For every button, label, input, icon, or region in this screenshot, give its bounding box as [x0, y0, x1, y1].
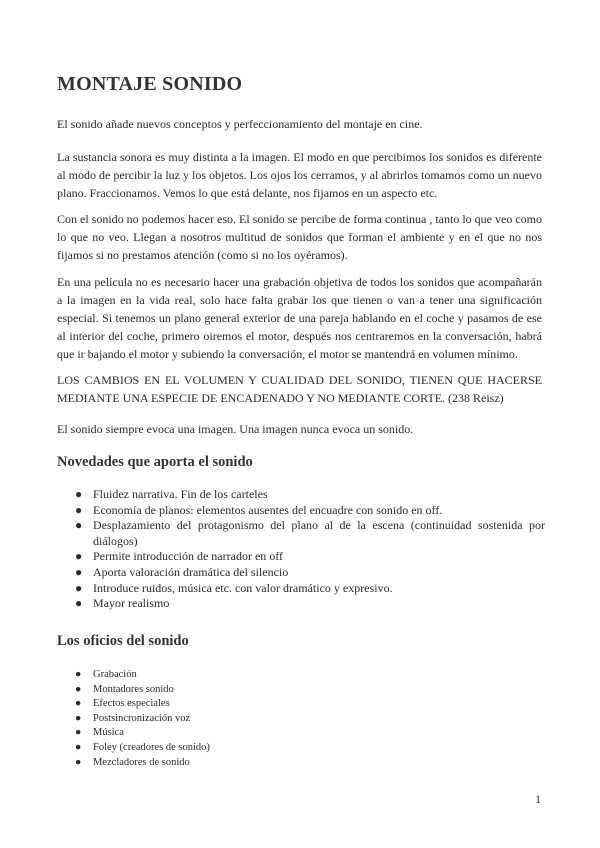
- list-item-text: Introduce ruidos, música etc. con valor dramático y expresivo.: [93, 580, 393, 595]
- list-item: [57, 683, 545, 698]
- section-heading-novedades: Novedades que aporta el sonido: [57, 454, 253, 470]
- bullet-icon: ●: [75, 549, 83, 564]
- list-item-text: Mayor realismo: [93, 596, 170, 611]
- bullet-icon: ●: [75, 564, 83, 579]
- list-item-text: Música: [93, 727, 124, 739]
- bullet-icon: ●: [75, 502, 83, 517]
- list-item: [57, 697, 545, 712]
- list-item: [57, 756, 545, 771]
- paragraph-intro: El sonido añade nuevos conceptos y perfeccionamiento del montaje en cine.: [57, 117, 423, 131]
- list-item-text: Fluidez narrativa. Fin de los carteles: [93, 487, 268, 501]
- list-item-text: Permite introducción de narrador en off: [93, 549, 284, 564]
- list-item: [57, 741, 545, 756]
- list-item-text: Aporta valoración dramática del silencio: [93, 564, 289, 579]
- list-item: [57, 503, 545, 519]
- paragraph-sonido-continuo: Con el sonido no podemos hacer eso. El sonido se percibe de forma continua , tanto lo que veo como lo que no veo. Llegan a nosotros multitud de sonidos que forman el ambiente y en el que no nos fijamos si no prestamos atención (como si no los oyéramos).: [57, 212, 542, 262]
- list-item: [57, 518, 545, 549]
- list-item: [57, 565, 545, 581]
- list-item-text: Grabación: [93, 669, 137, 680]
- paragraph-evoca-imagen: El sonido siempre evoca una imagen. Una imagen nunca evoca un sonido.: [57, 422, 414, 436]
- bullet-icon: ●: [75, 669, 82, 680]
- oficios-list: [57, 668, 545, 770]
- list-item-text: Mezcladores de sonido: [93, 756, 190, 768]
- list-item: [57, 596, 545, 612]
- bullet-icon: ●: [75, 741, 82, 753]
- bullet-icon: ●: [75, 487, 83, 501]
- bullet-icon: ●: [75, 518, 83, 533]
- bullet-icon: ●: [75, 580, 83, 595]
- list-item: [57, 712, 545, 727]
- list-item: [57, 487, 545, 503]
- bullet-icon: ●: [75, 698, 82, 710]
- page-number: 1: [535, 792, 541, 806]
- list-item: [57, 668, 545, 683]
- bullet-icon: ●: [75, 712, 82, 724]
- bullet-icon: ●: [75, 727, 82, 739]
- page-title: MONTAJE SONIDO: [57, 73, 243, 95]
- bullet-icon: ●: [75, 683, 82, 695]
- paragraph-grabacion-pelicula: En una película no es necesario hacer una grabación objetiva de todos los sonidos que acompañarán a la imagen en la vida real, solo hace falta grabar los que tienen o van a tener una significación especial. Si tenemos un plano general exterior de una pareja hablando en el coche y pasamos de ese al interior del coche, primero oiremos el motor, después nos centraremos en la conversación, habrá que ir bajando el motor y subiendo la conversación, el motor se mantendrá en volumen mínimo.: [57, 275, 542, 361]
- list-item: [57, 726, 545, 741]
- bullet-icon: ●: [75, 596, 83, 611]
- bullet-icon: ●: [75, 756, 82, 768]
- novedades-list: [57, 487, 545, 612]
- list-item-text: Economía de planos: elementos ausentes del encuadre con sonido en off.: [93, 502, 443, 517]
- section-heading-oficios: Los oficios del sonido: [57, 633, 189, 649]
- list-item: [57, 581, 545, 597]
- list-item-text: Postsincronización voz: [93, 712, 191, 724]
- paragraph-cambios-volumen: LOS CAMBIOS EN EL VOLUMEN Y CUALIDAD DEL SONIDO, TIENEN QUE HACERSE MEDIANTE UNA ESPECIE DE ENCADENADO Y NO MEDIANTE CORTE. (238 Reisz): [57, 373, 542, 405]
- list-item-text: Desplazamiento del protagonismo del plano al de la escena (continuidad sostenida por diálogos): [93, 518, 545, 548]
- paragraph-sustancia-sonora: La sustancia sonora es muy distinta a la imagen. El modo en que percibimos los sonidos es diferente al modo de percibir la luz y los objetos. Los ojos los cerramos, y al abrirlos tomamos como un nuevo plano. Fraccionamos. Vemos lo que está delante, nos fijamos en un aspecto etc.: [57, 150, 542, 200]
- list-item-text: Montadores sonido: [93, 683, 174, 695]
- list-item-text: Efectos especiales: [93, 698, 170, 710]
- list-item-text: Foley (creadores de sonido): [93, 741, 210, 753]
- list-item: [57, 549, 545, 565]
